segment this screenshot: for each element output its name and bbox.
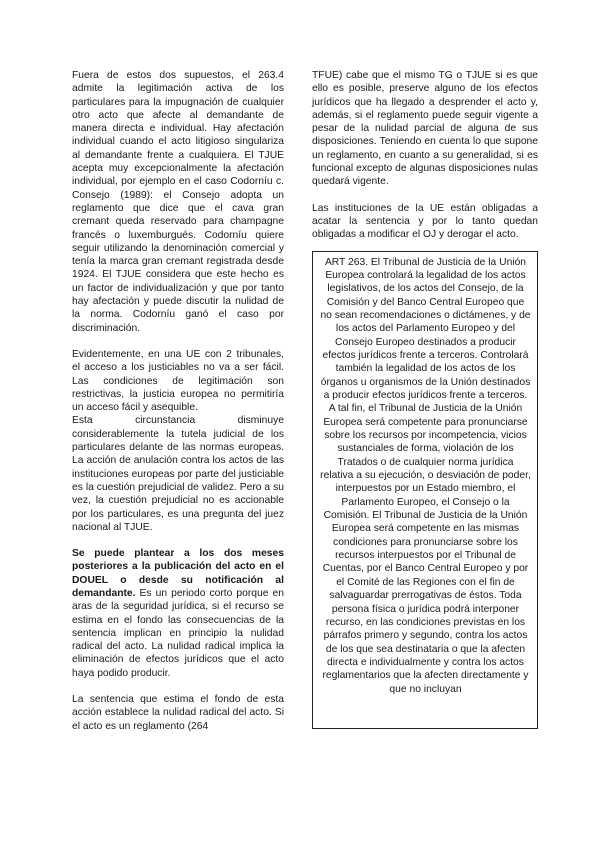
- paragraph-instituciones: Las instituciones de la UE están obligadas a acatar la sentencia y por lo tanto quedan obligadas a modificar el OJ y derogar el acto.: [312, 202, 538, 241]
- plazo-rest: Es un periodo corto porque en aras de la seguridad jurídica, si el recurso se estima en el fondo las consecuencias de la sentencia implican en principio la nulidad radical del acto. La nulidad radical implica la eliminación de efectos jurídicos que el acto haya podido producir.: [72, 587, 284, 679]
- paragraph-tutela-judicial: Esta circunstancia disminuye considerablemente la tutela judicial de los particulares delante de las normas europeas. La acción de anulación contra los actos de las instituciones europeas por parte del justiciable es la cuestión prejudicial de validez. Pero a su vez, la cuestión prejudicial no es accionable por los particulares, es una pregunta del juez nacional al TJUE.: [72, 415, 284, 533]
- left-column: [72, 69, 284, 746]
- plazo-bold-lead: Se puede plantear a los dos meses posteriores a la publicación del acto en el DOUEL o desde su notificación al demandante.: [72, 548, 284, 599]
- paragraph-codorniu: Fuera de estos dos supuestos, el 263.4 admite la legitimación activa de los particulares para la impugnación de cualquier otro acto que afecte al demandante de manera directa e individual. Hay afectación individual cuando el acto litigioso singulariza al demandante frente a cualquiera. El TJUE acepta muy excepcionalmente la afectación individual, por ejemplo en el caso Codorníu c. Consejo (1989): el Consejo adopta un reglamento que dice que el cava gran cremant queda reservado para champagne francés o luxemburgués. Codorníu quiere seguir utilizando la denominación comercial y tenía la marca gran cremant registrada desde 1924. El TJUE considera que este hecho es un factor de individualización y que por tanto hay afectación y puede discutir la nulidad de la norma. Codorníu ganó el caso por discriminación.: [72, 70, 284, 334]
- paragraph-tfue-continuation: TFUE) cabe que el mismo TG o TJUE si es que ello es posible, preserve alguno de los efectos jurídicos que ha llegado a desprender el acto y, además, si el reglamento puede seguir vigente a pesar de la nulidad parcial de alguna de sus disposiciones. Teniendo en cuenta lo que supone un reglamento, en cuanto a su generalidad, si es funcional excepto de algunas disposiciones nulas quedará vigente.: [312, 70, 538, 188]
- right-column: [312, 69, 538, 729]
- paragraph-plazo: [72, 547, 284, 680]
- paragraph-sentencia: La sentencia que estima el fondo de esta acción establece la nulidad radical del acto. Si el acto es un reglamento (264: [72, 694, 284, 732]
- article-263-box: ART 263. El Tribunal de Justicia de la Unión Europea controlará la legalidad de los actos legislativos, de los actos del Consejo, de la Comisión y del Banco Central Europeo que no sean recomendaciones o dictámenes, y de los actos del Parlamento Europeo y del Consejo Europeo destinados a producir efectos jurídicos frente a terceros. Controlará también la legalidad de los actos de los órganos u organismos de la Unión destinados a producir efectos jurídicos frente a terceros. A tal fin, el Tribunal de Justicia de la Unión Europea será competente para pronunciarse sobre los recursos por incompetencia, vicios sustanciales de forma, violación de los Tratados o de cualquier norma jurídica relativa a su ejecución, o desviación de poder, interpuestos por un Estado miembro, el Parlamento Europeo, el Consejo o la Comisión. El Tribunal de Justicia de la Unión Europea será competente en las mismas condiciones para pronunciarse sobre los recursos interpuestos por el Tribunal de Cuentas, por el Banco Central Europeo y por el Comité de las Regiones con el fin de salvaguardar prerrogativas de éstos. Toda persona física o jurídica podrá interponer recurso, en las condiciones previstas en los párrafos primero y segundo, contra los actos de los que sea destinataria o que la afecten directa e individualmente y contra los actos reglamentarios que la afecten directamente y que no incluyan: [312, 251, 538, 729]
- paragraph-two-tribunals: Evidentemente, en una UE con 2 tribunales, el acceso a los justiciables no va a ser fácil. Las condiciones de legitimación son restrictivas, la justicia europea no permitiría un acceso fácil y asequible.: [72, 348, 284, 414]
